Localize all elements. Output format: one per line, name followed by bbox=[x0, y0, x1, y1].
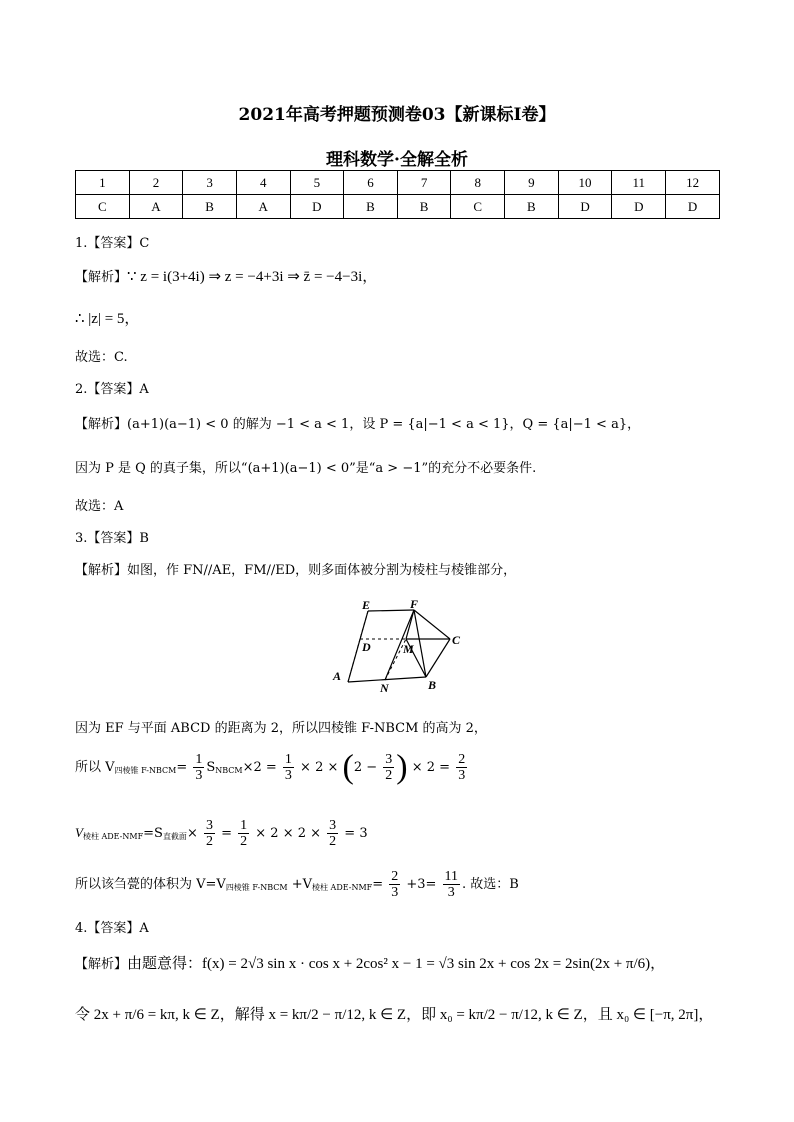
q1-analysis-line2 bbox=[75, 307, 139, 328]
q4-analysis-line2 bbox=[75, 1003, 713, 1024]
page-title: 2021年高考押题预测卷03【新课标Ⅰ卷】 bbox=[238, 105, 556, 125]
q4-analysis-line1 bbox=[75, 952, 665, 973]
q1-formula: ∵ z = i(3+4i) ⇒ z = −4+3i ⇒ z̄ = −4−3i， bbox=[127, 269, 378, 285]
q2-answer-heading: 2.【答案】A bbox=[75, 382, 149, 397]
answer-table-answer-cell: C bbox=[76, 195, 130, 219]
figure-label-b: B bbox=[428, 678, 437, 692]
q1-answer-heading: 1.【答案】C bbox=[75, 236, 150, 251]
q3-analysis-label: 【解析】 bbox=[75, 563, 128, 578]
answer-table-number-row bbox=[76, 171, 720, 195]
figure-label-d: D bbox=[362, 640, 371, 654]
q1-analysis-line1 bbox=[75, 265, 377, 286]
q3-prism-volume: $V_{棱柱 ADE-NMF}=S_{直截面}\times$ $\frac{3}{2}$ = $\frac{1}{2}$ × 2 × 2 × $\frac{3}{2}$ = 3 bbox=[75, 818, 368, 849]
answer-table-answer-cell: D bbox=[558, 195, 612, 219]
answer-table-number-cell: 9 bbox=[505, 171, 559, 195]
answer-table-number-cell: 1 bbox=[76, 171, 130, 195]
q1-modulus: ∴ |z| = 5， bbox=[75, 311, 140, 327]
q3-analysis-line1 bbox=[75, 559, 516, 578]
figure-label-a: A bbox=[333, 669, 342, 683]
answer-table-answer-cell: C bbox=[451, 195, 505, 219]
answer-table-answer-cell: B bbox=[397, 195, 451, 219]
answer-table-number-cell: 2 bbox=[129, 171, 183, 195]
answer-table-number-cell: 3 bbox=[183, 171, 237, 195]
answer-table-answer-cell: D bbox=[290, 195, 344, 219]
figure-label-e: E bbox=[362, 598, 371, 612]
answer-table-number-cell: 4 bbox=[236, 171, 290, 195]
q4-answer-heading: 4.【答案】A bbox=[75, 921, 149, 936]
answer-table-answer-cell: B bbox=[505, 195, 559, 219]
q3-analysis-line2: 因为 EF 与平面 ABCD 的距离为 2，所以四棱锥 F-NBCM 的高为 2， bbox=[75, 721, 487, 736]
page-subtitle: 理科数学·全解全析 bbox=[326, 150, 468, 170]
q3-total-volume: 所以该刍甍的体积为 $V=V_{四棱锥 F-NBCM} +V_{棱柱 ADE-NMF}=$ $\frac{2}{3}$ +3= $\frac{11}{3}$ . 故选：B bbox=[75, 869, 519, 900]
figure-label-c: C bbox=[452, 633, 461, 647]
answer-table-number-cell: 12 bbox=[666, 171, 720, 195]
answer-table-number-cell: 5 bbox=[290, 171, 344, 195]
answer-table bbox=[75, 170, 720, 219]
q1-analysis-label: 【解析】 bbox=[75, 270, 128, 285]
q2-analysis-label: 【解析】 bbox=[75, 417, 128, 432]
answer-table-answer-cell: D bbox=[666, 195, 720, 219]
q4-line1-text: 由题意得：f(x) = 2√3 sin x · cos x + 2cos² x − 1 = √3 sin 2x + cos 2x = 2sin(2x + π/6)， bbox=[127, 956, 666, 972]
answer-table-number-cell: 8 bbox=[451, 171, 505, 195]
answer-table-number-cell: 7 bbox=[397, 171, 451, 195]
q3-answer-heading: 3.【答案】B bbox=[75, 531, 149, 546]
answer-table-answer-row bbox=[76, 195, 720, 219]
q2-analysis-line1 bbox=[75, 413, 640, 432]
q3-line1-text: 如图，作 FN//AE，FM//ED，则多面体被分割为棱柱与棱锥部分， bbox=[127, 563, 517, 578]
q4-analysis-label: 【解析】 bbox=[75, 957, 128, 972]
q1-conclusion: 故选：C. bbox=[75, 350, 128, 365]
answer-table-number-cell: 11 bbox=[612, 171, 666, 195]
answer-table-answer-cell: A bbox=[129, 195, 183, 219]
q2-conclusion: 故选：A bbox=[75, 499, 124, 514]
figure-label-f: F bbox=[410, 597, 419, 611]
figure-label-n: N bbox=[380, 681, 389, 692]
figure-label-m: M bbox=[403, 642, 414, 656]
q2-line1-text: (a+1)(a−1) < 0 的解为 −1 < a < 1，设 P = {a|−1 < a < 1}，Q = {a|−1 < a}， bbox=[127, 417, 641, 432]
q4-line2-text: 令 2x + π/6 = kπ, k ∈ Z，解得 x = kπ/2 − π/12, k ∈ Z，即 x₀ = kπ/2 − π/12, k ∈ Z，且 x₀ ∈ [−π, 2π]， bbox=[75, 1007, 714, 1023]
polyhedron-figure bbox=[328, 597, 468, 692]
answer-table-answer-cell: B bbox=[183, 195, 237, 219]
answer-table-number-cell: 6 bbox=[344, 171, 398, 195]
answer-table-answer-cell: A bbox=[236, 195, 290, 219]
q3-pyramid-volume: 所以 $V_{四棱锥 F-NBCM}=$ $\frac{1}{3}$ $S_{NBCM}\times 2$ = $\frac{1}{3}$ × 2 × (2 − $\frac{3}{2}$ ) × 2 = $\frac{2}{3}$ bbox=[75, 748, 466, 786]
answer-table-answer-cell: B bbox=[344, 195, 398, 219]
answer-table-answer-cell: D bbox=[612, 195, 666, 219]
answer-table-number-cell: 10 bbox=[558, 171, 612, 195]
q2-analysis-line2: 因为 P 是 Q 的真子集，所以“(a+1)(a−1) < 0”是“a > −1”的充分不必要条件. bbox=[75, 461, 537, 476]
